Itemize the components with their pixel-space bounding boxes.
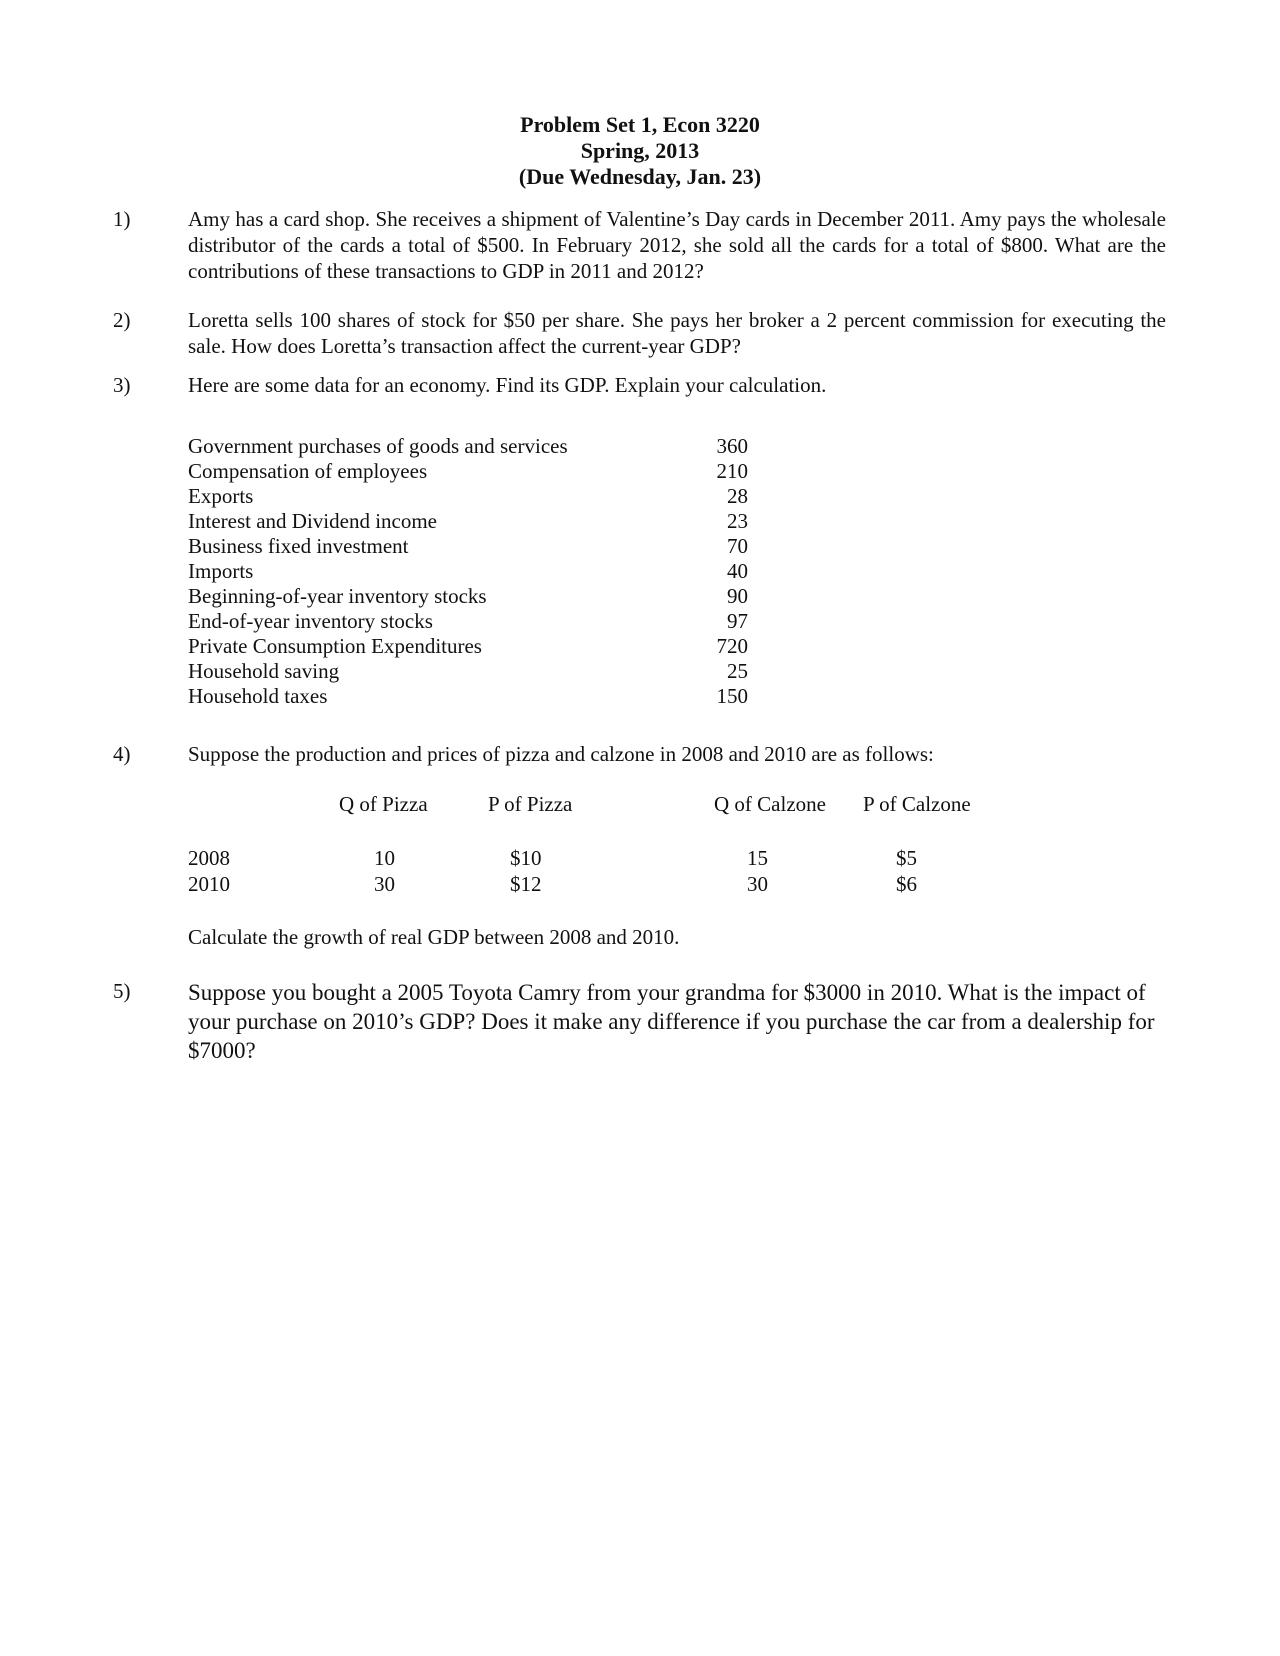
- problem-text: Amy has a card shop. She receives a shipment of Valentine’s Day cards in December 2011. Amy pays the wholesale distributor of the cards a total of $500. In February 2012, she sold all the cards for a total of $800. What are the contributions of these transactions to GDP in 2011 and 2012?: [188, 207, 1166, 283]
- economy-data-list: [188, 434, 748, 709]
- data-value: 23: [727, 509, 748, 533]
- table-header-q-calzone: Q of Calzone: [714, 792, 826, 816]
- data-value: 90: [727, 584, 748, 608]
- table-cell: $5: [896, 846, 917, 870]
- problem-text: Here are some data for an economy. Find its GDP. Explain your calculation.: [188, 373, 827, 397]
- header-title: Problem Set 1, Econ 3220: [520, 112, 760, 137]
- data-value: 40: [727, 559, 748, 583]
- data-label: Compensation of employees: [188, 459, 428, 483]
- data-row: [188, 434, 748, 459]
- header-term: Spring, 2013: [580, 138, 700, 163]
- data-value: 97: [727, 609, 748, 633]
- data-row: [188, 459, 748, 484]
- data-row: [188, 484, 748, 509]
- data-row: [188, 609, 748, 634]
- data-row: [188, 509, 748, 534]
- data-value: 28: [727, 484, 748, 508]
- problem-number: 2): [113, 308, 131, 332]
- data-label: Beginning-of-year inventory stocks: [188, 584, 487, 608]
- problem-text: Suppose the production and prices of pizza and calzone in 2008 and 2010 are as follows:: [188, 742, 934, 766]
- problem-text: Loretta sells 100 shares of stock for $50 per share. She pays her broker a 2 percent commission for executing the sale. How does Loretta’s transaction affect the current-year GDP?: [188, 308, 1166, 358]
- problem-number: 1): [113, 207, 131, 231]
- data-row: [188, 534, 748, 559]
- table-cell: 30: [374, 872, 395, 896]
- data-label: Interest and Dividend income: [188, 509, 438, 533]
- header-due-date: (Due Wednesday, Jan. 23): [518, 164, 762, 189]
- data-label: End-of-year inventory stocks: [188, 609, 433, 633]
- problem-text: Suppose you bought a 2005 Toyota Camry from your grandma for $3000 in 2010. What is the impact of your purchase on 2010’s GDP? Does it make any difference if you purchase the car from a dealership for $7000?: [188, 980, 1155, 1063]
- table-cell: $10: [510, 846, 542, 870]
- table-cell: $12: [510, 872, 542, 896]
- data-label: Household taxes: [188, 684, 328, 708]
- data-value: 25: [727, 659, 748, 683]
- data-row: [188, 634, 748, 659]
- data-value: 150: [716, 684, 748, 708]
- document-header: [0, 112, 1280, 190]
- data-label: Household saving: [188, 659, 340, 683]
- data-label: Business fixed investment: [188, 534, 409, 558]
- problem-number: 4): [113, 742, 131, 766]
- data-label: Exports: [188, 484, 254, 508]
- table-header-p-pizza: P of Pizza: [488, 792, 573, 816]
- table-header-p-calzone: P of Calzone: [863, 792, 971, 816]
- problem-number: 5): [113, 979, 131, 1003]
- data-value: 360: [716, 434, 748, 458]
- data-label: Government purchases of goods and services: [188, 434, 568, 458]
- table-cell: 15: [747, 846, 768, 870]
- problem-followup: Calculate the growth of real GDP between 2008 and 2010.: [188, 925, 680, 949]
- table-header-q-pizza: Q of Pizza: [339, 792, 428, 816]
- data-label: Private Consumption Expenditures: [188, 634, 482, 658]
- table-row-year: 2010: [188, 872, 230, 896]
- table-cell: 10: [374, 846, 395, 870]
- data-row: [188, 559, 748, 584]
- table-cell: 30: [747, 872, 768, 896]
- data-value: 210: [716, 459, 748, 483]
- data-row: [188, 684, 748, 709]
- data-value: 720: [716, 634, 748, 658]
- table-row-year: 2008: [188, 846, 230, 870]
- data-label: Imports: [188, 559, 254, 583]
- data-row: [188, 659, 748, 684]
- data-value: 70: [727, 534, 748, 558]
- table-cell: $6: [896, 872, 917, 896]
- data-row: [188, 584, 748, 609]
- problem-number: 3): [113, 373, 131, 397]
